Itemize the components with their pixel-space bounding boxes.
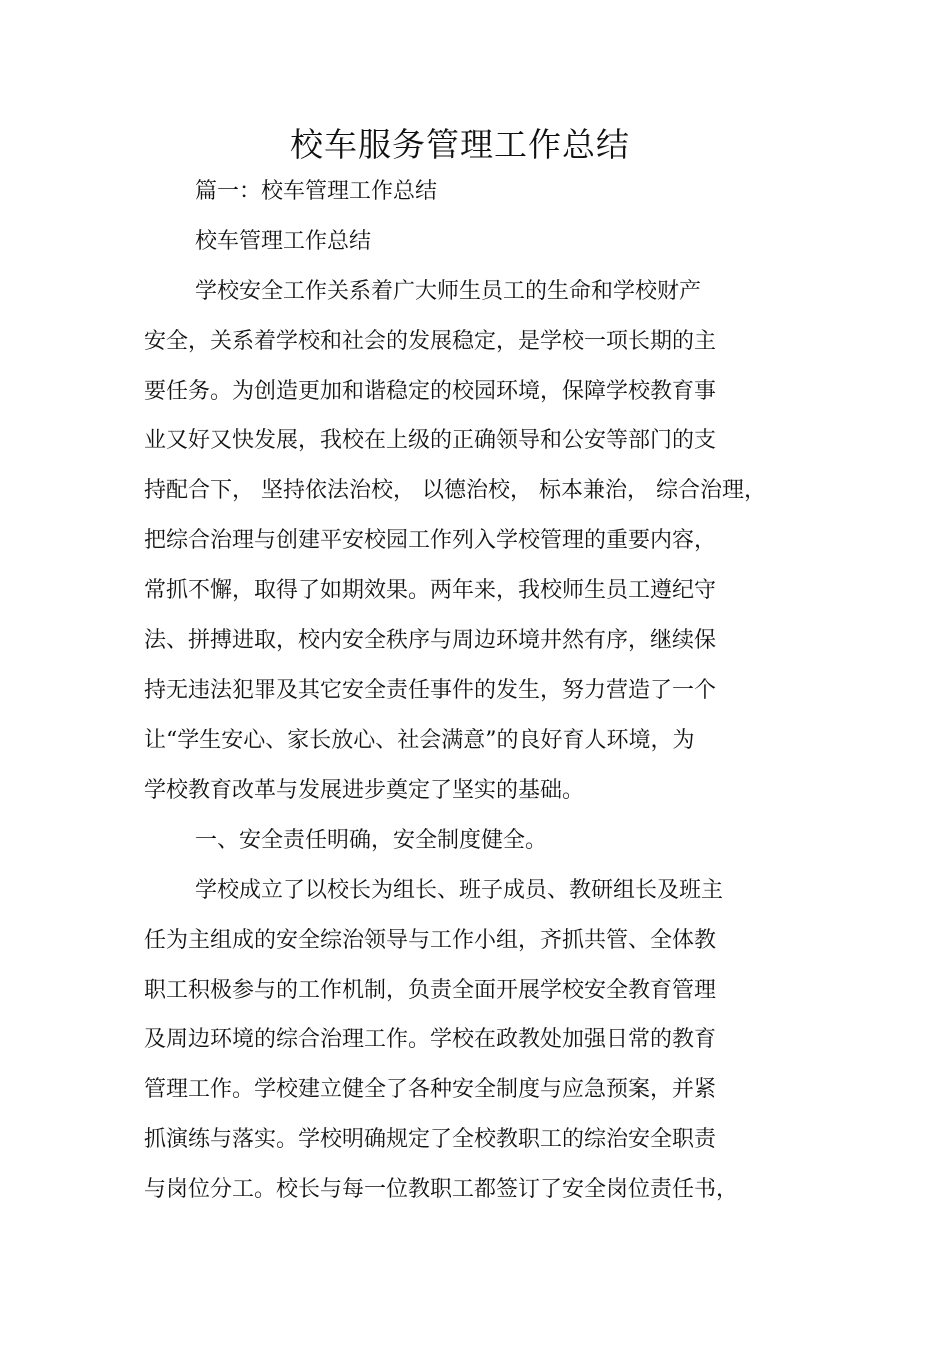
- numbered-heading: 一、安全责任明确，安全制度健全。: [195, 828, 548, 853]
- paragraph-line: 及周边环境的综合治理工作。学校在政教处加强日常的教育: [144, 1027, 717, 1052]
- paragraph-line: 学校成立了以校长为组长、班子成员、教研组长及班主: [195, 878, 724, 903]
- paragraph-line: 学校教育改革与发展进步奠定了坚实的基础。: [144, 778, 585, 803]
- paragraph-line: 安全，关系着学校和社会的发展稳定，是学校一项长期的主: [144, 329, 717, 354]
- paragraph-line: 抓演练与落实。学校明确规定了全校教职工的综治安全职责: [144, 1127, 717, 1152]
- paragraph-line: 任为主组成的安全综治领导与工作小组，齐抓共管、全体教: [144, 928, 717, 953]
- paragraph-line: 法、拼搏进取，校内安全秩序与周边环境井然有序，继续保: [144, 628, 717, 653]
- paragraph-line: 业又好又快发展，我校在上级的正确领导和公安等部门的支: [144, 428, 717, 453]
- paragraph-line: 学校安全工作关系着广大师生员工的生命和学校财产: [195, 279, 702, 304]
- paragraph-line: 职工积极参与的工作机制，负责全面开展学校安全教育管理: [144, 978, 717, 1003]
- section-heading: 篇一：校车管理工作总结: [195, 179, 438, 204]
- paragraph-line: 常抓不懈，取得了如期效果。两年来，我校师生员工遵纪守: [144, 578, 717, 603]
- paragraph-line: 把综合治理与创建平安校园工作列入学校管理的重要内容，: [144, 528, 717, 553]
- paragraph-line: 管理工作。学校建立健全了各种安全制度与应急预案，并紧: [144, 1077, 717, 1102]
- paragraph-line: 让“学生安心、家长放心、社会满意”的良好育人环境，为: [144, 728, 695, 753]
- paragraph-line: 与岗位分工。校长与每一位教职工都签订了安全岗位责任书，: [144, 1177, 739, 1202]
- subsection-heading: 校车管理工作总结: [195, 229, 372, 254]
- paragraph-line: 要任务。为创造更加和谐稳定的校园环境，保障学校教育事: [144, 379, 717, 404]
- paragraph-line: 持配合下， 坚持依法治校， 以德治校， 标本兼治， 综合治理，: [144, 478, 766, 503]
- paragraph-line: 持无违法犯罪及其它安全责任事件的发生，努力营造了一个: [144, 678, 717, 703]
- document-title: 校车服务管理工作总结: [290, 125, 630, 164]
